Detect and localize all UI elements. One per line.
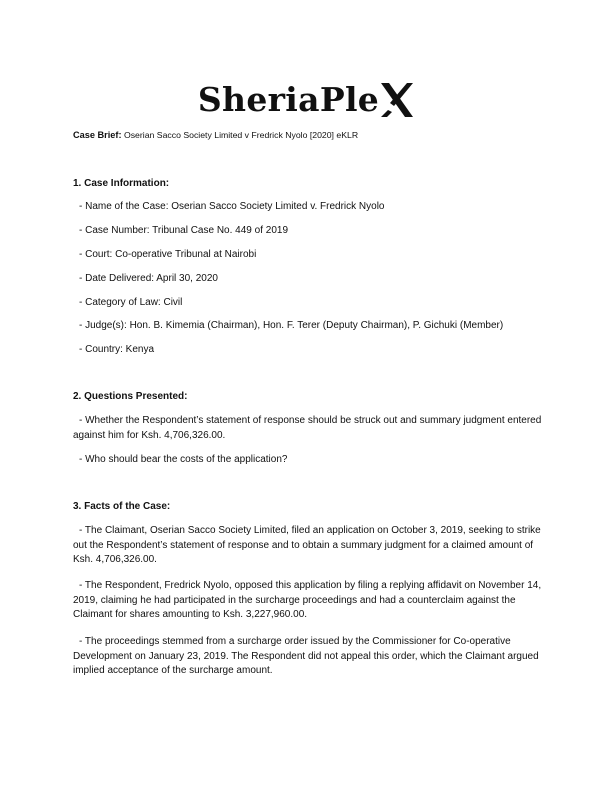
x-mark-icon (380, 81, 414, 119)
fact-item: - The Claimant, Oserian Sacco Society Limited, filed an application on October 3, 2019, seeking to strike out the Respondent’s statement of response and to obtain a summary judgment for a claimed amount of Ksh. 4,706,326.00. (73, 525, 541, 565)
case-info-date: - Date Delivered: April 30, 2020 (79, 273, 218, 284)
case-info-name: - Name of the Case: Oserian Sacco Society Limited v. Fredrick Nyolo (79, 201, 385, 212)
question-item: - Who should bear the costs of the application? (79, 454, 288, 465)
case-info-category: - Category of Law: Civil (79, 297, 183, 308)
section-heading-questions-presented: 2. Questions Presented: (73, 391, 188, 402)
case-info-number: - Case Number: Tribunal Case No. 449 of 2019 (79, 225, 288, 236)
section-heading-facts: 3. Facts of the Case: (73, 501, 171, 512)
case-brief-line (73, 130, 358, 140)
logo-wordmark: SheriaPle (197, 79, 380, 119)
sheriaplex-logo (0, 74, 612, 124)
fact-item: - The proceedings stemmed from a surcharge order issued by the Commissioner for Co-operative Development on January 23, 2019. The Respondent did not appeal this order, which the Claimant argued implied acceptance of the surcharge amount. (73, 636, 539, 676)
case-brief-title: Oserian Sacco Society Limited v Fredrick Nyolo [2020] eKLR (123, 130, 359, 140)
case-brief-label: Case Brief: (73, 130, 122, 140)
section-heading-case-information: 1. Case Information: (73, 178, 170, 189)
case-info-court: - Court: Co-operative Tribunal at Nairobi (79, 249, 257, 260)
case-info-judges: - Judge(s): Hon. B. Kimemia (Chairman), Hon. F. Terer (Deputy Chairman), P. Gichuki (Member) (79, 320, 504, 331)
question-item: - Whether the Respondent’s statement of response should be struck out and summary judgment entered against him for Ksh. 4,706,326.00. (73, 415, 542, 441)
case-info-country: - Country: Kenya (79, 344, 155, 355)
fact-item: - The Respondent, Fredrick Nyolo, opposed this application by filing a replying affidavit on November 14, 2019, claiming he had participated in the surcharge proceedings and had a counterclaim against the Claimant for shares amounting to Ksh. 3,227,960.00. (73, 580, 542, 620)
